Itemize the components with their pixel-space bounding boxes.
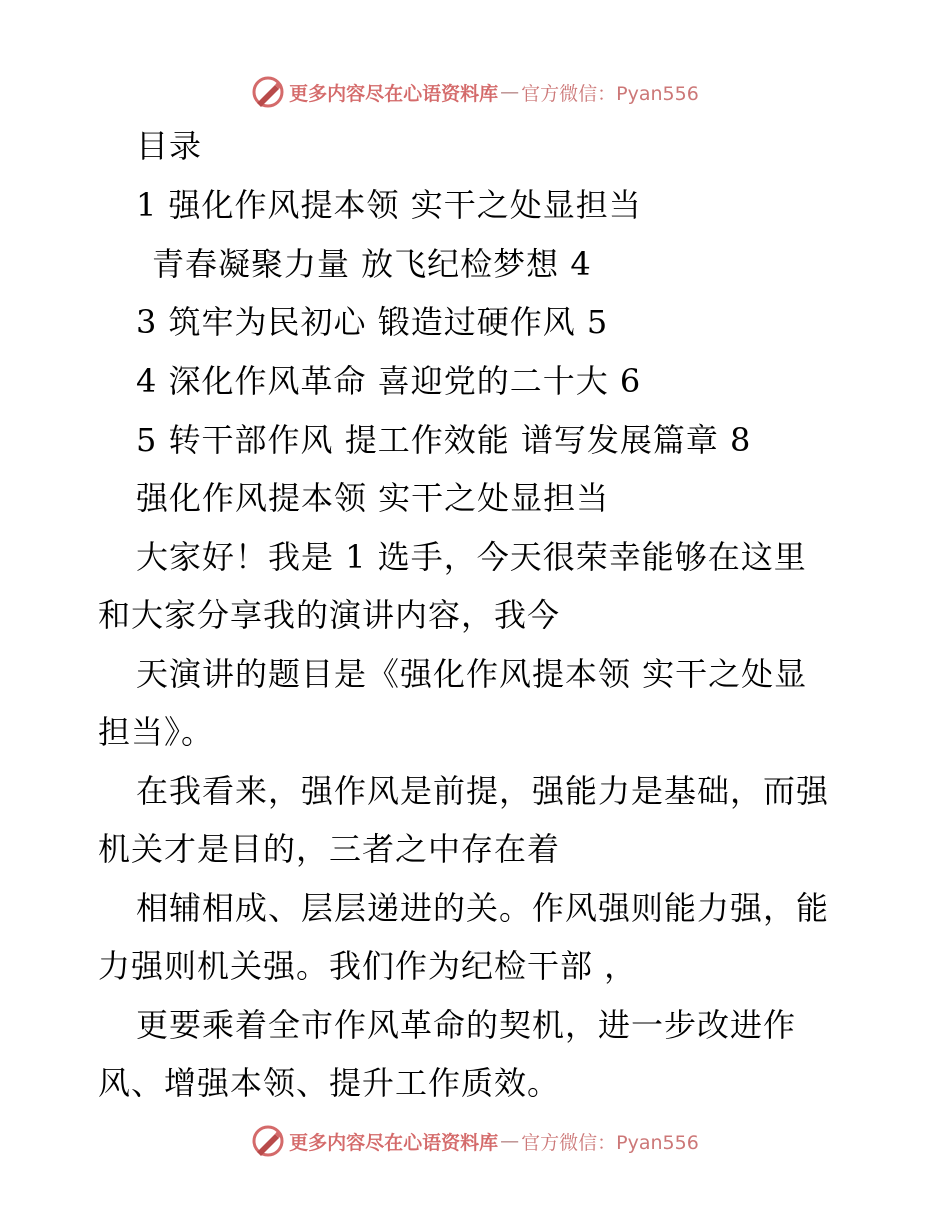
paragraph-line: 更要乘着全市作风革命的契机，进一步改进作 bbox=[136, 1006, 797, 1044]
section-title: 强化作风提本领 实干之处显担当 bbox=[136, 479, 610, 517]
watermark-account-text: 官方微信：Pyan556 bbox=[521, 82, 699, 105]
pen-logo-icon bbox=[251, 75, 285, 109]
paragraph-line: 在我看来，强作风是前提，强能力是基础，而强 bbox=[136, 772, 830, 810]
toc-item: 4 深化作风革命 喜迎党的二十大 6 bbox=[136, 362, 642, 400]
footer-watermark bbox=[0, 1121, 950, 1161]
watermark-main-text: 更多内容尽在心语资料库 bbox=[289, 82, 499, 105]
paragraph-line: 天演讲的题目是《强化作风提本领 实干之处显 bbox=[136, 655, 808, 693]
paragraph-line: 风、增强本领、提升工作质效。 bbox=[98, 1064, 561, 1102]
paragraph-line: 力强则机关强。我们作为纪检干部 ， bbox=[98, 947, 638, 985]
watermark-dash: — bbox=[500, 1130, 520, 1152]
toc-item: 3 筑牢为民初心 锻造过硬作风 5 bbox=[136, 303, 609, 341]
header-watermark bbox=[0, 72, 950, 112]
paragraph-line: 和大家分享我的演讲内容，我今 bbox=[98, 596, 561, 634]
toc-item: 青春凝聚力量 放飞纪检梦想 4 bbox=[152, 245, 592, 283]
toc-item: 5 转干部作风 提工作效能 谱写发展篇章 8 bbox=[136, 421, 752, 459]
toc-title: 目录 bbox=[136, 127, 203, 165]
paragraph-line: 大家好！我是 1 选手，今天很荣幸能够在这里 bbox=[136, 538, 807, 576]
paragraph-line: 机关才是目的，三者之中存在着 bbox=[98, 830, 561, 868]
watermark-main-text: 更多内容尽在心语资料库 bbox=[289, 1131, 499, 1154]
watermark-dash: — bbox=[500, 81, 520, 103]
pen-logo-icon bbox=[251, 1124, 285, 1158]
paragraph-line: 担当》。 bbox=[98, 713, 215, 751]
paragraph-line: 相辅相成、层层递进的关。作风强则能力强，能 bbox=[136, 889, 830, 927]
watermark-account-text: 官方微信：Pyan556 bbox=[521, 1131, 699, 1154]
toc-item: 1 强化作风提本领 实干之处显担当 bbox=[136, 186, 642, 224]
